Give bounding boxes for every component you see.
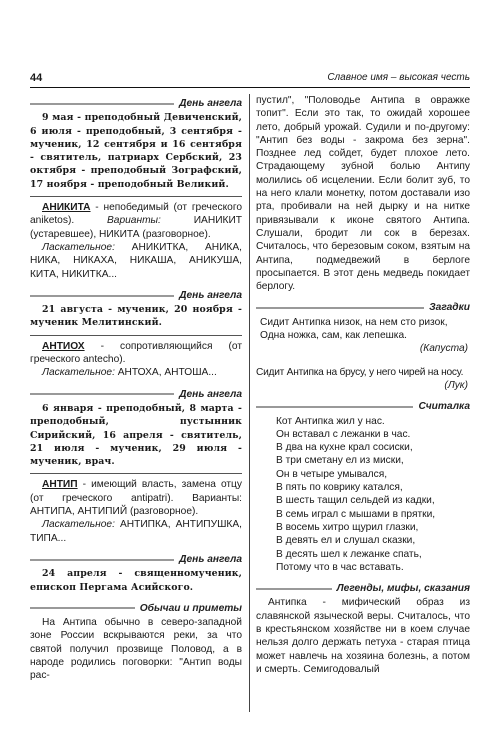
- left-column: [30, 94, 242, 683]
- heading-bar: [256, 307, 424, 309]
- poem-line: В десять шел к лежанке спать,: [276, 548, 422, 560]
- variants-label: Варианты:: [107, 215, 161, 227]
- page-number: 44: [30, 72, 43, 84]
- section-heading-riddles: Загадки: [256, 301, 470, 314]
- customs-text: На Антипа обычно в северо-западной зоне России вскрываются реки, за что святой получил прозвище Половод, а в народе родились поговорки: "Антип воды рас-: [30, 617, 242, 682]
- section-heading-angel-day: День ангела: [30, 97, 242, 110]
- affectionate-text: АНТОХА, АНТОША...: [114, 367, 217, 379]
- heading-bar: [30, 295, 174, 297]
- poem-line: В восемь хитро щурил глазки,: [276, 521, 419, 533]
- heading-bar: [30, 607, 135, 609]
- customs-text-continued: пустил", "Половодье Антипа в овражке топит". Если это так, то ожидай хорошее лето, добрый урожай. Судили и по-другому: "Антип без воды - закрома без зерна". Позднее лед сойдет, будет плохое лето. Страдающему зубной болью Антипу молились об исцелении. Если болит зуб, то на него клали монетку, потом доставали изо рта, пробивали на ней дырку и на нитке привязывали к иконе святого Антипа. Слушали, бродит ли сок в березах. Считалось, что березовым соком, взятым на Антипа, подмедвежий в берлоге просыпается. В этот день медведь покидает берлогу.: [256, 95, 470, 293]
- riddle-2: Сидит Антипка на брусу, у него чирей на носу.: [256, 366, 464, 378]
- section-heading-angel-day: День ангела: [30, 553, 242, 566]
- section-heading-angel-day: День ангела: [30, 289, 242, 302]
- affectionate-label: Ласкательное:: [42, 241, 115, 253]
- heading-bar: [30, 393, 174, 395]
- heading-bar: [30, 103, 174, 105]
- column-divider: [249, 94, 250, 712]
- entry-term: АНТИОХ: [42, 340, 85, 352]
- affectionate-text: АНТИПКА, АНТИПУШКА, ТИПА...: [30, 519, 242, 544]
- poem-line: Кот Антипка жил у нас.: [276, 415, 385, 427]
- page-header: [30, 72, 470, 86]
- counting-rhyme: [256, 415, 470, 575]
- poem-line: В семь играл с мышами в прятки,: [276, 508, 436, 520]
- affectionate-forms: [30, 518, 242, 545]
- riddle-answer: (Лук): [444, 379, 468, 391]
- variants-text: ИАНИКИТ (устаревшее), НИКИТА (разговорное).: [30, 215, 242, 240]
- affectionate-forms: [30, 241, 242, 281]
- entry-definition: - непобедимый (от греческого aniketos).: [30, 202, 242, 227]
- riddle-1: [256, 316, 470, 343]
- section-heading-legends: Легенды, мифы, сказания: [256, 582, 470, 595]
- poem-line: В три сметану ел из миски,: [276, 455, 404, 467]
- header-rule: [30, 87, 470, 88]
- angel-day-dates: 24 апреля - священномученик, епископ Пергама Асийского.: [30, 568, 242, 593]
- poem-line: В два на кухне крал сосиски,: [276, 442, 413, 454]
- heading-bar: [256, 406, 413, 408]
- affectionate-forms: [30, 366, 242, 379]
- heading-bar: [30, 559, 174, 561]
- poem-line: Потому что в час вставать.: [276, 561, 404, 573]
- poem-line: Он в четыре умывался,: [276, 468, 388, 480]
- entry-separator: [30, 196, 242, 197]
- angel-day-dates: 6 января - преподобный, 8 марта - преподобный, пустынник Сирийский, 16 апреля - святитель, 21 июля - мученик, 29 июля - мученик, врач.: [30, 402, 242, 468]
- name-entry-antip: [30, 478, 242, 518]
- entry-separator: [30, 335, 242, 336]
- heading-bar: [256, 588, 332, 590]
- running-title: Славное имя – высокая честь: [327, 72, 470, 83]
- section-heading-counting-rhyme: Считалка: [256, 400, 470, 413]
- name-entry-anikita: [30, 201, 242, 241]
- poem-line: В шесть тащил сельдей из кадки,: [276, 495, 435, 507]
- right-column: [256, 94, 470, 676]
- poem-line: В девять ел и слушал сказки,: [276, 535, 416, 547]
- entry-term: АНТИП: [42, 479, 78, 491]
- section-heading-angel-day: День ангела: [30, 388, 242, 401]
- name-entry-antioh: [30, 340, 242, 367]
- riddle-answer: (Капуста): [419, 343, 468, 355]
- section-heading-customs: Обычаи и приметы: [30, 602, 242, 615]
- riddle-line: Одна ножка, сам, как лепешка.: [260, 330, 407, 342]
- affectionate-text: АНИКИТКА, АНИКА, НИКА, НИКАХА, НИКАША, АНИКУША, КИТА, НИКИТКА...: [30, 241, 242, 280]
- angel-day-dates: 21 августа - мученик, 20 ноября - мученик Мелитинский.: [30, 304, 242, 329]
- legends-text: Антипка - мифический образ из славянской языческой веры. Считалось, что в крестьянском хозяйстве ни в коем случае нельзя долго держать петуха - старая птица может навлечь на хозяина болезнь, а потом и смерть. Семигодовалый: [256, 597, 470, 675]
- entry-term: АНИКИТА: [42, 202, 91, 214]
- book-page: [30, 72, 470, 712]
- poem-line: Он вставал с лежанки в час.: [276, 428, 411, 440]
- poem-line: В пять по коврику катался,: [276, 482, 403, 494]
- entry-definition: - имеющий власть, замена отцу (от греческого antipatri). Варианты: АНТИПА, АНТИПИЙ (разговорное).: [30, 479, 242, 518]
- entry-separator: [30, 473, 242, 474]
- affectionate-label: Ласкательное:: [42, 519, 115, 531]
- affectionate-label: Ласкательное:: [42, 367, 115, 379]
- entry-definition: - сопротивляющийся (от греческого antecho).: [30, 340, 242, 366]
- angel-day-dates: 9 мая - преподобный Девиченский, 6 июля - преподобный, 3 сентября - мученик, 12 сентября и 16 сентября - святитель, патриарх Сербский, 23 октября - преподобный Зографский, 17 ноября - преподобный Великий.: [30, 112, 242, 190]
- riddle-line: Сидит Антипка низок, на нем сто ризок,: [260, 316, 448, 328]
